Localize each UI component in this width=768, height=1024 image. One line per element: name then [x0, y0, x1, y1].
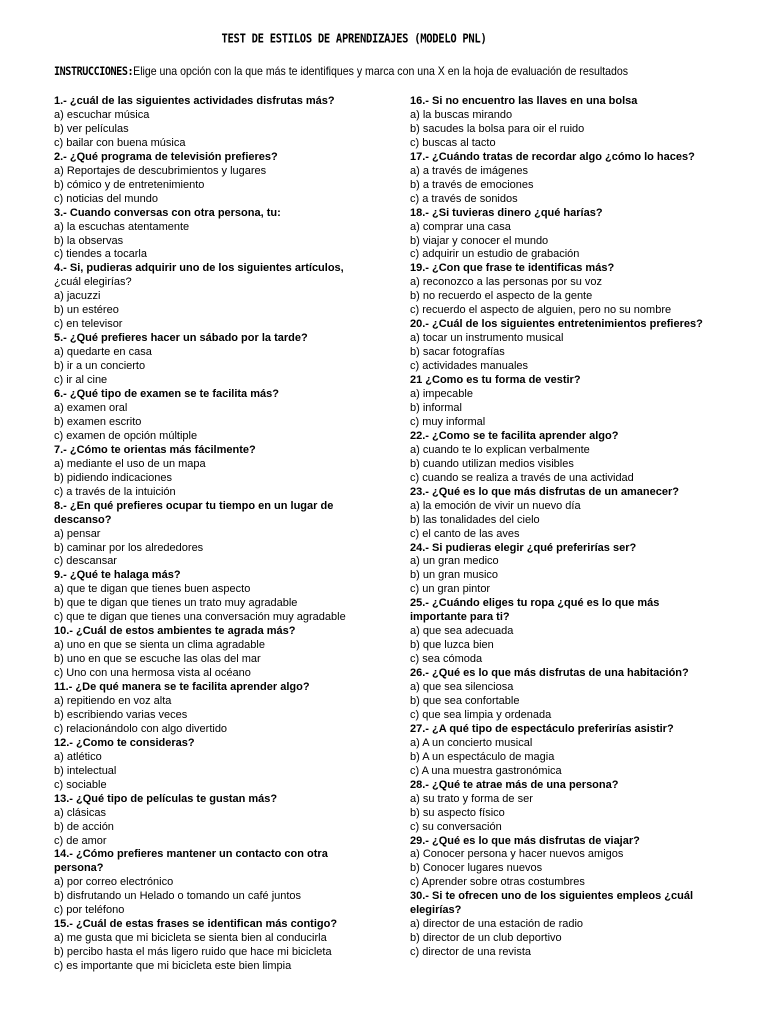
option-text: a) pensar [54, 527, 101, 540]
option-text: b) que sea confortable [410, 694, 520, 707]
option-text: b) un estéreo [54, 304, 119, 317]
option-text: c) sea cómoda [410, 653, 483, 666]
option-text: b) que te digan que tienes un trato muy agradable [54, 597, 298, 610]
question-text: 1.- ¿cuál de las siguientes actividades disfrutas más? [54, 95, 335, 107]
option-text: c) examen de opción múltiple [54, 429, 198, 442]
question-text: 28.- ¿Qué te atrae más de una persona? [410, 778, 619, 791]
questions-column-left [54, 95, 399, 974]
option-text: c) director de una revista [410, 946, 532, 959]
option-text: a) me gusta que mi bicicleta se sienta bien al conducirla [54, 932, 327, 945]
option-text: b) examen escrito [54, 415, 142, 428]
question-text: 4.- Si, pudieras adquirir uno de los siguientes artículos, [54, 262, 344, 275]
option-text: c) recuerdo el aspecto de alguien, pero no su nombre [410, 304, 672, 317]
option-text: b) Conocer lugares nuevos [410, 862, 543, 875]
option-text: b) disfrutando un Helado o tomando un café juntos [54, 890, 302, 903]
questions-column-right [410, 95, 720, 960]
question-text: 12.- ¿Como te consideras? [54, 736, 195, 749]
option-text: a) su trato y forma de ser [410, 792, 533, 805]
question-text: 27.- ¿A qué tipo de espectáculo preferirías asistir? [410, 722, 674, 735]
instructions-lead: INSTRUCCIONES: [54, 64, 134, 78]
option-text: a) la emoción de vivir un nuevo día [410, 499, 581, 512]
question-text: 18.- ¿Si tuvieras dinero ¿qué harías? [410, 206, 603, 219]
option-text: c) noticias del mundo [54, 192, 158, 205]
option-text: b) su aspecto físico [410, 806, 505, 819]
option-text: b) percibo hasta el más ligero ruido que hace mi bicicleta [54, 946, 332, 959]
question-text: persona? [54, 862, 104, 875]
question-text: 25.- ¿Cuándo eliges tu ropa ¿qué es lo que más [410, 597, 660, 610]
option-text: c) buscas al tacto [410, 136, 496, 149]
question-text: 8.- ¿En qué prefieres ocupar tu tiempo en un lugar de [54, 499, 334, 512]
option-text: a) atlético [54, 750, 102, 763]
option-text: c) adquirir un estudio de grabación [410, 248, 580, 261]
option-text: a) A un concierto musical [410, 736, 533, 749]
option-text: b) intelectual [54, 764, 117, 777]
question-text: 14.- ¿Cómo prefieres mantener un contacto con otra [54, 848, 328, 861]
option-text: c) sociable [54, 778, 107, 791]
question-text: 17.- ¿Cuándo tratas de recordar algo ¿cómo lo haces? [410, 150, 695, 163]
question-text: 21 ¿Como es tu forma de vestir? [410, 374, 581, 387]
question-text: 6.- ¿Qué tipo de examen se te facilita más? [54, 388, 279, 401]
option-text: a) uno en que se sienta un clima agradable [54, 639, 265, 652]
option-text: a) que sea silenciosa [410, 681, 514, 694]
question-text: 5.- ¿Qué prefieres hacer un sábado por la tarde? [54, 332, 308, 345]
option-text: b) cuando utilizan medios visibles [410, 457, 574, 470]
question-text: descanso? [54, 513, 112, 526]
option-text: b) de acción [54, 820, 114, 833]
option-text: b) no recuerdo el aspecto de la gente [410, 290, 593, 303]
option-text: b) pidiendo indicaciones [54, 471, 173, 484]
option-text: ¿cuál elegirías? [54, 276, 132, 289]
question-text: importante para ti? [410, 611, 510, 624]
option-text: a) mediante el uso de un mapa [54, 457, 206, 470]
option-text: c) a través de sonidos [410, 192, 518, 205]
question-text: 3.- Cuando conversas con otra persona, tu: [54, 206, 281, 219]
instructions-text: Elige una opción con la que más te identifiques y marca con una X en la hoja de evaluación de resultados [133, 64, 629, 78]
question-text: 7.- ¿Cómo te orientas más fácilmente? [54, 443, 256, 456]
question-text: 13.- ¿Qué tipo de películas te gustan más? [54, 792, 278, 805]
question-text: 23.- ¿Qué es lo que más disfrutas de un amanecer? [410, 485, 679, 498]
option-text: b) uno en que se escuche las olas del mar [54, 653, 261, 666]
question-text: 20.- ¿Cuál de los siguientes entretenimientos prefieres? [410, 318, 703, 331]
option-text: b) viajar y conocer el mundo [410, 234, 549, 247]
option-text: a) examen oral [54, 401, 128, 414]
option-text: c) a través de la intuición [54, 485, 176, 498]
option-text: a) Reportajes de descubrimientos y lugares [54, 164, 267, 177]
option-text: c) bailar con buena música [54, 136, 186, 149]
option-text: a) escuchar música [54, 108, 150, 121]
page-title: TEST DE ESTILOS DE APRENDIZAJES (MODELO PNL) [221, 32, 487, 46]
option-text: a) a través de imágenes [410, 164, 529, 177]
option-text: c) tiendes a tocarla [54, 248, 147, 261]
option-text: a) quedarte en casa [54, 346, 152, 359]
option-text: c) A una muestra gastronómica [410, 764, 562, 777]
option-text: b) un gran musico [410, 569, 499, 582]
option-text: b) A un espectáculo de magia [410, 750, 555, 763]
option-text: c) ir al cine [54, 374, 108, 387]
option-text: c) cuando se realiza a través de una actividad [410, 471, 634, 484]
question-text: 29.- ¿Qué es lo que más disfrutas de viajar? [410, 834, 640, 847]
option-text: a) que sea adecuada [410, 625, 514, 638]
option-text: a) clásicas [54, 806, 106, 819]
option-text: c) por teléfono [54, 904, 125, 917]
question-text: 22.- ¿Como se te facilita aprender algo? [410, 429, 619, 442]
option-text: b) cómico y de entretenimiento [54, 178, 205, 191]
option-text: a) Conocer persona y hacer nuevos amigos [410, 848, 624, 861]
option-text: a) comprar una casa [410, 220, 511, 233]
option-text: c) Uno con una hermosa vista al océano [54, 667, 251, 680]
option-text: b) ir a un concierto [54, 360, 146, 373]
option-text: a) reconozco a las personas por su voz [410, 276, 602, 289]
option-text: a) por correo electrónico [54, 876, 174, 889]
question-text: 24.- Si pudieras elegir ¿qué preferirías ser? [410, 541, 637, 554]
option-text: a) impecable [410, 388, 473, 401]
option-text: a) director de una estación de radio [410, 918, 584, 931]
option-text: b) sacudes la bolsa para oir el ruido [410, 122, 585, 135]
option-text: c) es importante que mi bicicleta este bien limpia [54, 960, 292, 973]
question-text: 26.- ¿Qué es lo que más disfrutas de una habitación? [410, 667, 689, 680]
option-text: b) las tonalidades del cielo [410, 513, 540, 526]
option-text: c) Aprender sobre otras costumbres [410, 876, 585, 889]
option-text: b) a través de emociones [410, 178, 534, 191]
option-text: b) la observas [54, 234, 124, 247]
instructions [54, 64, 670, 78]
option-text: a) repitiendo en voz alta [54, 694, 172, 707]
option-text: c) de amor [54, 834, 107, 847]
question-text: 10.- ¿Cuál de estos ambientes te agrada más? [54, 625, 296, 638]
option-text: a) un gran medico [410, 555, 499, 568]
option-text: b) caminar por los alrededores [54, 541, 204, 554]
option-text: b) director de un club deportivo [410, 932, 562, 945]
option-text: c) su conversación [410, 820, 502, 833]
question-text: 15.- ¿Cuál de estas frases se identifican más contigo? [54, 918, 338, 931]
option-text: a) tocar un instrumento musical [410, 332, 564, 345]
option-text: c) muy informal [410, 415, 486, 428]
option-text: a) la escuchas atentamente [54, 220, 190, 233]
option-text: c) un gran pintor [410, 583, 491, 596]
option-text: a) la buscas mirando [410, 108, 513, 121]
option-text: a) que te digan que tienes buen aspecto [54, 583, 251, 596]
question-text: 16.- Si no encuentro las llaves en una bolsa [410, 95, 638, 107]
option-text: c) en televisor [54, 318, 123, 331]
question-text: 2.- ¿Qué programa de televisión prefieres? [54, 150, 278, 163]
question-text: 11.- ¿De qué manera se te facilita aprender algo? [54, 681, 310, 694]
option-text: c) que te digan que tienes una conversación muy agradable [54, 611, 346, 624]
option-text: b) sacar fotografías [410, 346, 505, 359]
option-text: c) el canto de las aves [410, 527, 520, 540]
option-text: b) escribiendo varias veces [54, 708, 188, 721]
question-text: 30.- Si te ofrecen uno de los siguientes empleos ¿cuál [410, 890, 694, 903]
option-text: c) descansar [54, 555, 117, 568]
option-text: b) informal [410, 401, 462, 414]
option-text: b) ver películas [54, 122, 129, 135]
option-text: a) jacuzzi [54, 290, 101, 303]
option-text: a) cuando te lo explican verbalmente [410, 443, 590, 456]
option-text: b) que luzca bien [410, 639, 494, 652]
option-text: c) actividades manuales [410, 360, 529, 373]
question-text: elegirías? [410, 904, 462, 917]
option-text: c) relacionándolo con algo divertido [54, 722, 228, 735]
option-text: c) que sea limpia y ordenada [410, 708, 552, 721]
question-text: 9.- ¿Qué te halaga más? [54, 569, 181, 582]
question-text: 19.- ¿Con que frase te identificas más? [410, 262, 615, 275]
